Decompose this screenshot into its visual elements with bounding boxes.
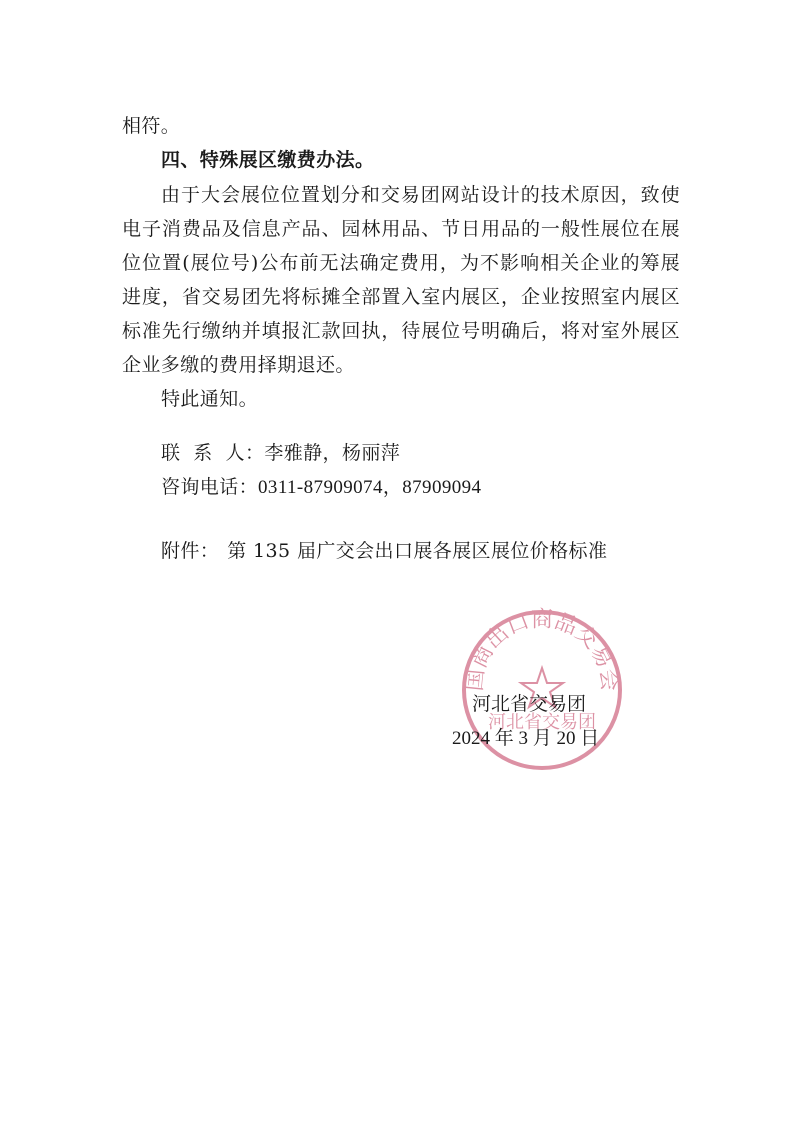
seal-inner-text: 河北省交易团 xyxy=(488,712,596,733)
seal-outer-text: 国商出口商品交易会 xyxy=(462,607,622,693)
attachment-value: 第 135 届广交会出口展各展区展位价格标准 xyxy=(227,540,608,562)
section-heading: 四、特殊展区缴费办法。 xyxy=(161,149,375,171)
body-line-4: 进度，省交易团先将标摊全部置入室内展区，企业按照室内展区 xyxy=(122,286,680,308)
body-line-6: 企业多缴的费用择期退还。 xyxy=(122,354,355,376)
phone-row xyxy=(161,475,481,500)
phone-value: 0311-87909074，87909094 xyxy=(258,477,482,498)
body-line-3: 位位置(展位号)公布前无法确定费用，为不影响相关企业的筹展 xyxy=(122,252,680,274)
signature-organization: 河北省交易团 xyxy=(472,693,587,715)
body-line-2: 电子消费品及信息产品、园林用品、节日用品的一般性展位在展 xyxy=(122,218,680,240)
contact-value: 李雅静，杨丽萍 xyxy=(264,442,401,464)
signature-date: 2024 年 3 月 20 日 xyxy=(452,728,600,749)
closing-notice: 特此通知。 xyxy=(161,388,259,410)
attachment-label: 附件： xyxy=(161,540,220,562)
contact-label: 联 系 人： xyxy=(161,442,265,464)
attachment-row xyxy=(161,539,607,563)
paragraph-continuation: 相符。 xyxy=(122,115,181,137)
body-line-5: 标准先行缴纳并填报汇款回执，待展位号明确后，将对室外展区 xyxy=(122,320,680,342)
contact-row xyxy=(161,441,400,465)
phone-label: 咨询电话： xyxy=(161,476,259,498)
body-line-1: 由于大会展位位置划分和交易团网站设计的技术原因，致使 xyxy=(161,184,680,206)
